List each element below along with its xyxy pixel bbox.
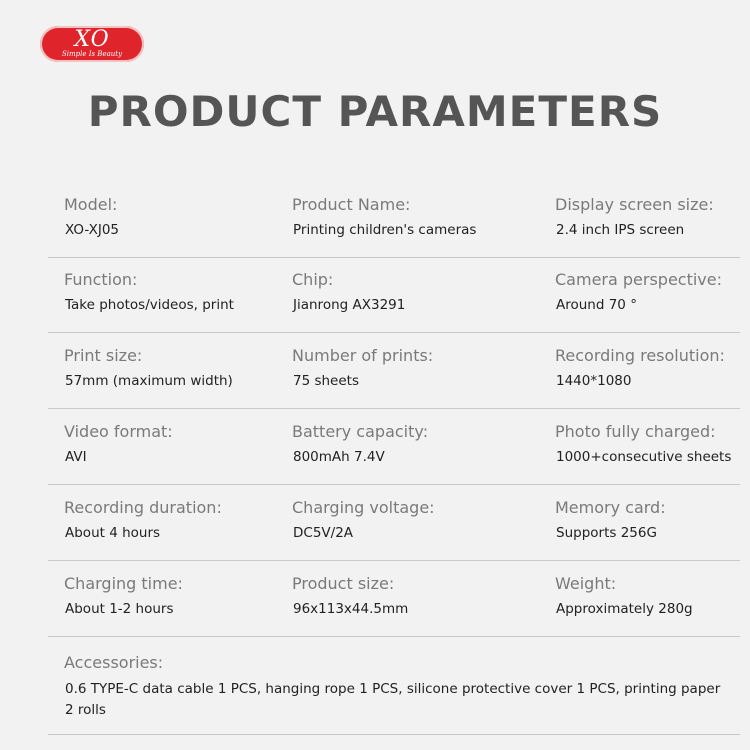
param-label: Weight: xyxy=(555,574,617,593)
param-value: About 1-2 hours xyxy=(65,601,174,617)
param-value: DC5V/2A xyxy=(293,525,354,541)
param-value: 2.4 inch IPS screen xyxy=(556,222,685,238)
table-row xyxy=(48,486,740,561)
logo-mark: XO xyxy=(74,27,110,52)
table-row xyxy=(48,410,740,485)
param-label: Battery capacity: xyxy=(292,422,429,441)
param-label: Number of prints: xyxy=(292,346,434,365)
param-label: Accessories: xyxy=(64,653,164,672)
param-label: Camera perspective: xyxy=(555,270,723,289)
param-value: 57mm (maximum width) xyxy=(65,373,233,389)
param-label: Charging time: xyxy=(64,574,183,593)
param-label: Recording duration: xyxy=(64,498,222,517)
param-label: Function: xyxy=(64,270,138,289)
table-row xyxy=(48,258,740,333)
param-value: XO-XJ05 xyxy=(65,222,119,238)
param-value: Approximately 280g xyxy=(556,601,693,617)
param-value: 0.6 TYPE-C data cable 1 PCS, hanging rope 1 PCS, silicone protective cover 1 PCS, printing paper 2 rolls xyxy=(65,681,721,718)
param-label: Chip: xyxy=(292,270,334,289)
param-value: 96x113x44.5mm xyxy=(293,601,409,617)
param-value: Take photos/videos, print xyxy=(65,297,234,313)
table-row xyxy=(48,562,740,637)
param-label: Memory card: xyxy=(555,498,666,517)
param-label: Video format: xyxy=(64,422,173,441)
param-value: 1440*1080 xyxy=(556,373,632,389)
brand-logo xyxy=(40,26,144,62)
param-label: Product size: xyxy=(292,574,395,593)
param-value: Printing children's cameras xyxy=(293,222,477,238)
param-label: Model: xyxy=(64,195,118,214)
logo-tagline: Simple Is Beauty xyxy=(61,50,123,58)
param-value: Supports 256G xyxy=(556,525,657,541)
param-value: 75 sheets xyxy=(293,373,359,389)
param-label: Recording resolution: xyxy=(555,346,725,365)
param-label: Charging voltage: xyxy=(292,498,435,517)
param-label: Print size: xyxy=(64,346,143,365)
param-label: Product Name: xyxy=(292,195,411,214)
param-value: About 4 hours xyxy=(65,525,161,541)
param-label: Photo fully charged: xyxy=(555,422,716,441)
param-label: Display screen size: xyxy=(555,195,714,214)
table-row xyxy=(48,334,740,409)
page-title: PRODUCT PARAMETERS xyxy=(87,87,663,136)
param-value: AVI xyxy=(65,449,87,465)
table-row xyxy=(48,183,740,258)
param-value: Around 70 ° xyxy=(556,297,637,313)
param-value: 800mAh 7.4V xyxy=(293,449,385,465)
param-value: 1000+consecutive sheets xyxy=(556,449,732,465)
param-accessories xyxy=(48,643,740,735)
param-value: Jianrong AX3291 xyxy=(293,297,406,313)
